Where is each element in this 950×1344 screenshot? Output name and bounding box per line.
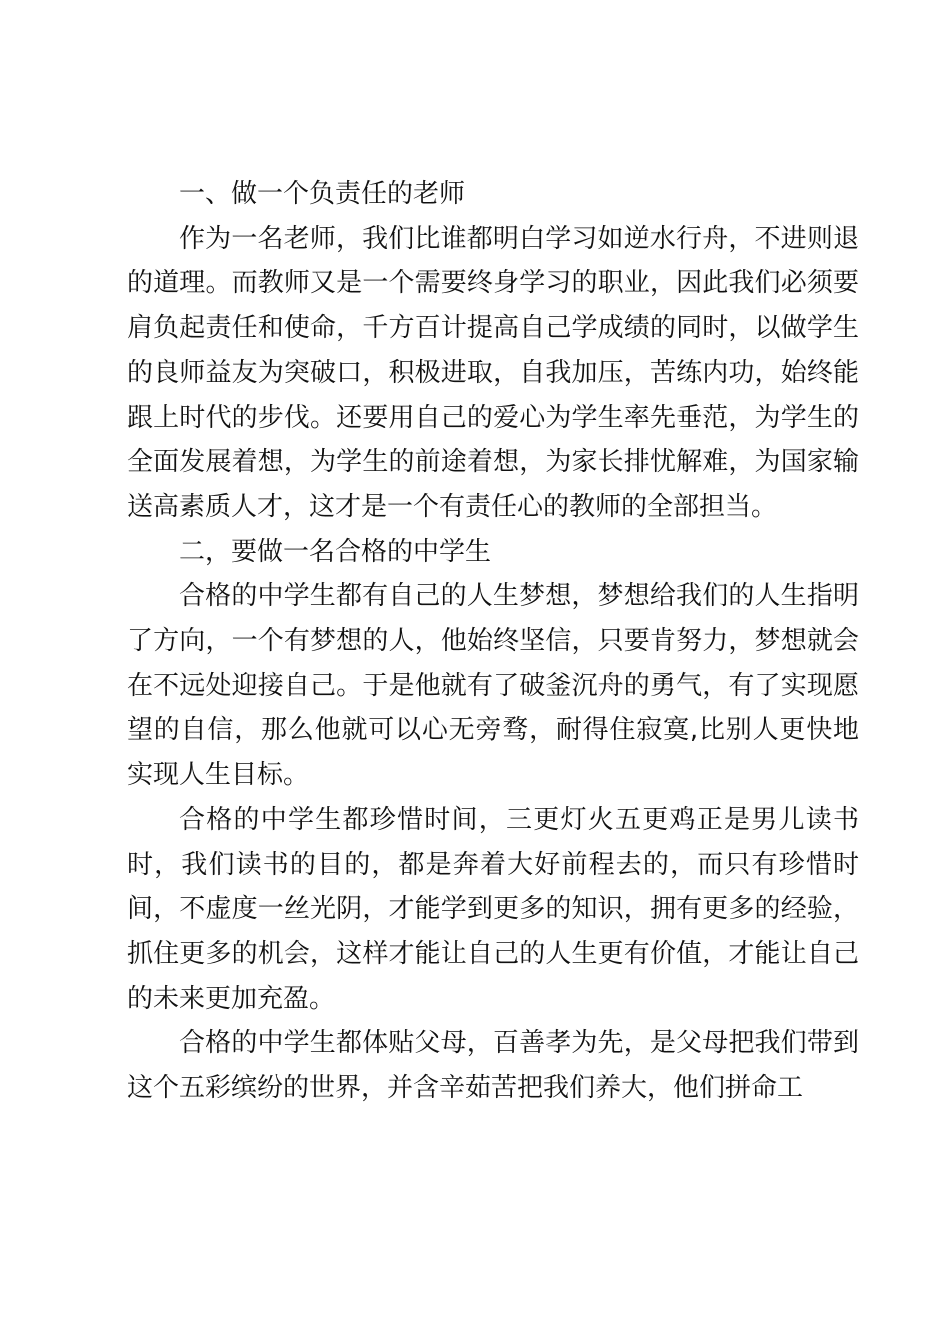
section-2-paragraph-1: 合格的中学生都有自己的人生梦想，梦想给我们的人生指明了方向，一个有梦想的人，他始终坚信，只要肯努力，梦想就会在不远处迎接自己。于是他就有了破釜沉舟的勇气，有了实现愿望的自信，那么他就可以心无旁骛，耐得住寂寞,比别人更快地实现人生目标。 — [127, 581, 859, 791]
document-body — [127, 172, 859, 1111]
section-1-paragraph-1: 作为一名老师，我们比谁都明白学习如逆水行舟，不进则退的道理。而教师又是一个需要终身学习的职业，因此我们必须要肩负起责任和使命，千方百计提高自己学成绩的同时，以做学生的良师益友为突破口，积极进取，自我加压，苦练内功，始终能跟上时代的步伐。还要用自己的爱心为学生率先垂范，为学生的全面发展着想，为学生的前途着想，为家长排忧解难，为国家输送高素质人才，这才是一个有责任心的教师的全部担当。 — [127, 223, 859, 522]
section-2-paragraph-3: 合格的中学生都体贴父母，百善孝为先，是父母把我们带到这个五彩缤纷的世界，并含辛茹苦把我们养大，他们拼命工 — [127, 1028, 859, 1104]
section-heading-2: 二，要做一名合格的中学生 — [179, 536, 492, 567]
section-2-paragraph-2: 合格的中学生都珍惜时间，三更灯火五更鸡正是男儿读书时，我们读书的目的，都是奔着大好前程去的，而只有珍惜时间，不虚度一丝光阴，才能学到更多的知识，拥有更多的经验，抓住更多的机会，这样才能让自己的人生更有价值，才能让自己的未来更加充盈。 — [127, 804, 859, 1014]
section-heading-1: 一、做一个负责任的老师 — [179, 179, 466, 209]
